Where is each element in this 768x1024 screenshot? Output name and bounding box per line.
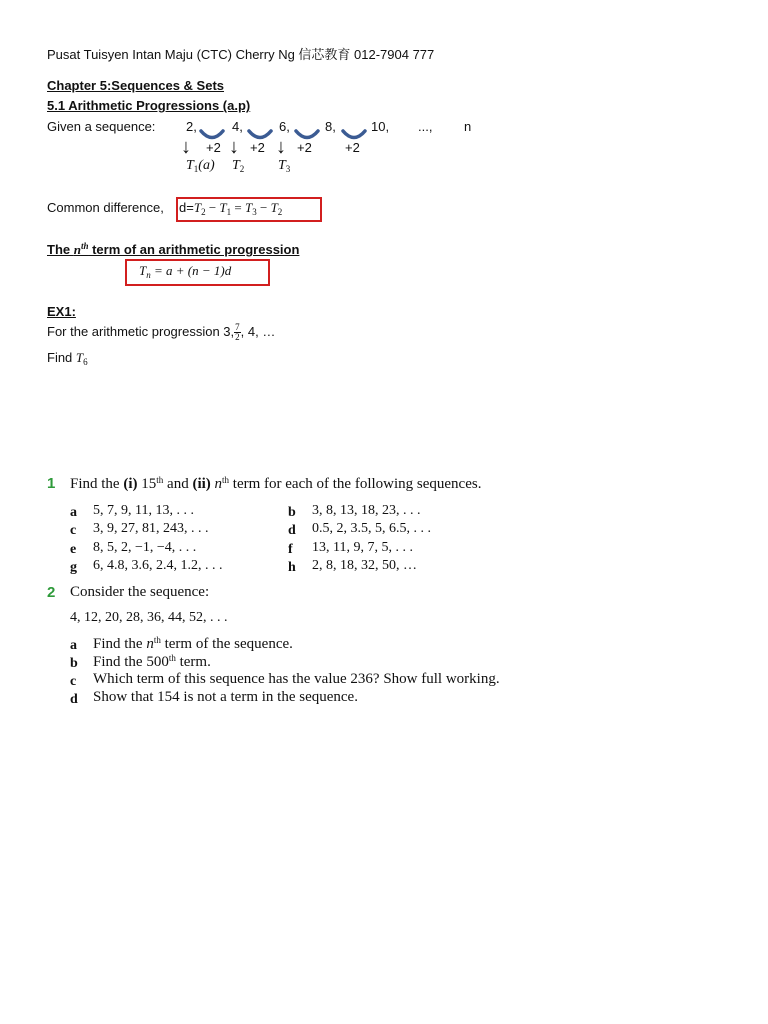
- common-difference-label: Common difference,: [47, 200, 164, 215]
- chapter-title: Chapter 5:Sequences & Sets: [47, 78, 225, 93]
- nth-term-formula: $T_n = a + (n - 1)d$: [139, 263, 232, 280]
- sequence-term-3: 6,: [279, 119, 290, 134]
- difference-label: +2: [297, 140, 312, 155]
- common-difference-formula: $d=T_2 - T_1 = T_3 - T_2$: [179, 200, 283, 217]
- question-1-text: Find the (i) 15th and (ii) $n^{th}$ term for each of the following sequences.: [70, 475, 482, 492]
- q1-item-f: f: [288, 542, 293, 557]
- q1-item-g: g: [70, 560, 77, 575]
- nth-term-heading: The $n^{th}$ term of an arithmetic progression: [47, 241, 300, 257]
- down-arrow-icon: ↓: [229, 136, 239, 158]
- section-title: 5.1 Arithmetic Progressions (a.p): [47, 98, 251, 113]
- q1-item-c: c: [70, 523, 77, 538]
- question-1-number: 1: [47, 475, 56, 492]
- q1-item-d-value: 0.5, 2, 3.5, 5, 6.5, . . .: [312, 521, 431, 536]
- q1-item-e: e: [70, 542, 77, 557]
- example-title: EX1:: [47, 304, 76, 319]
- term-label-t2: $T_2$: [232, 158, 245, 174]
- term-label-t1: $T_1(a)$: [186, 158, 215, 174]
- q2-part-b-label: b: [70, 656, 78, 671]
- sequence-term-1: 2,: [186, 119, 197, 134]
- sequence-term-n: n: [464, 119, 472, 134]
- q1-item-b: b: [288, 505, 296, 520]
- example-line-2: Find $T_6$: [47, 350, 88, 367]
- q1-item-a-value: 5, 7, 9, 11, 13, . . .: [93, 503, 194, 518]
- difference-label: +2: [345, 140, 360, 155]
- sequence-term-ellipsis: ...,: [418, 119, 433, 134]
- term-label-t3: $T_3$: [278, 158, 291, 174]
- q2-part-b: Find the 500th term.: [93, 653, 211, 670]
- difference-label: +2: [250, 140, 265, 155]
- sequence-term-2: 4,: [232, 119, 243, 134]
- q2-part-a-label: a: [70, 638, 77, 653]
- sequence-term-5: 10,: [371, 119, 390, 134]
- example-line-1: For the arithmetic progression 3, $\frac{7}{2}$ , 4, …: [47, 322, 276, 342]
- down-arrow-icon: ↓: [181, 136, 191, 158]
- q1-item-g-value: 6, 4.8, 3.6, 2.4, 1.2, . . .: [93, 558, 223, 573]
- q2-part-d: Show that 154 is not a term in the sequence.: [93, 689, 358, 705]
- q1-item-h-value: 2, 8, 18, 32, 50, …: [312, 558, 417, 573]
- sequence-term-4: 8,: [325, 119, 336, 134]
- question-2-sequence: 4, 12, 20, 28, 36, 44, 52, . . .: [70, 610, 228, 625]
- q2-part-a: Find the $n^{th}$ term of the sequence.: [93, 635, 293, 652]
- question-2-number: 2: [47, 584, 56, 601]
- q1-item-d: d: [288, 523, 296, 538]
- q1-item-b-value: 3, 8, 13, 18, 23, . . .: [312, 503, 421, 518]
- q1-item-a: a: [70, 505, 77, 520]
- q2-part-d-label: d: [70, 692, 78, 707]
- difference-label: +2: [206, 140, 221, 155]
- q1-item-c-value: 3, 9, 27, 81, 243, . . .: [93, 521, 209, 536]
- q2-part-c: Which term of this sequence has the value 236? Show full working.: [93, 671, 500, 687]
- q2-part-c-label: c: [70, 674, 77, 689]
- down-arrow-icon: ↓: [276, 136, 286, 158]
- page-header: Pusat Tuisyen Intan Maju (CTC) Cherry Ng 信芯教育 012-7904 777: [47, 47, 435, 62]
- question-2-text: Consider the sequence:: [70, 584, 210, 600]
- sequence-label: Given a sequence:: [47, 119, 156, 134]
- q1-item-e-value: 8, 5, 2, −1, −4, . . .: [93, 540, 197, 555]
- q1-item-h: h: [288, 560, 296, 575]
- q1-item-f-value: 13, 11, 9, 7, 5, . . .: [312, 540, 413, 555]
